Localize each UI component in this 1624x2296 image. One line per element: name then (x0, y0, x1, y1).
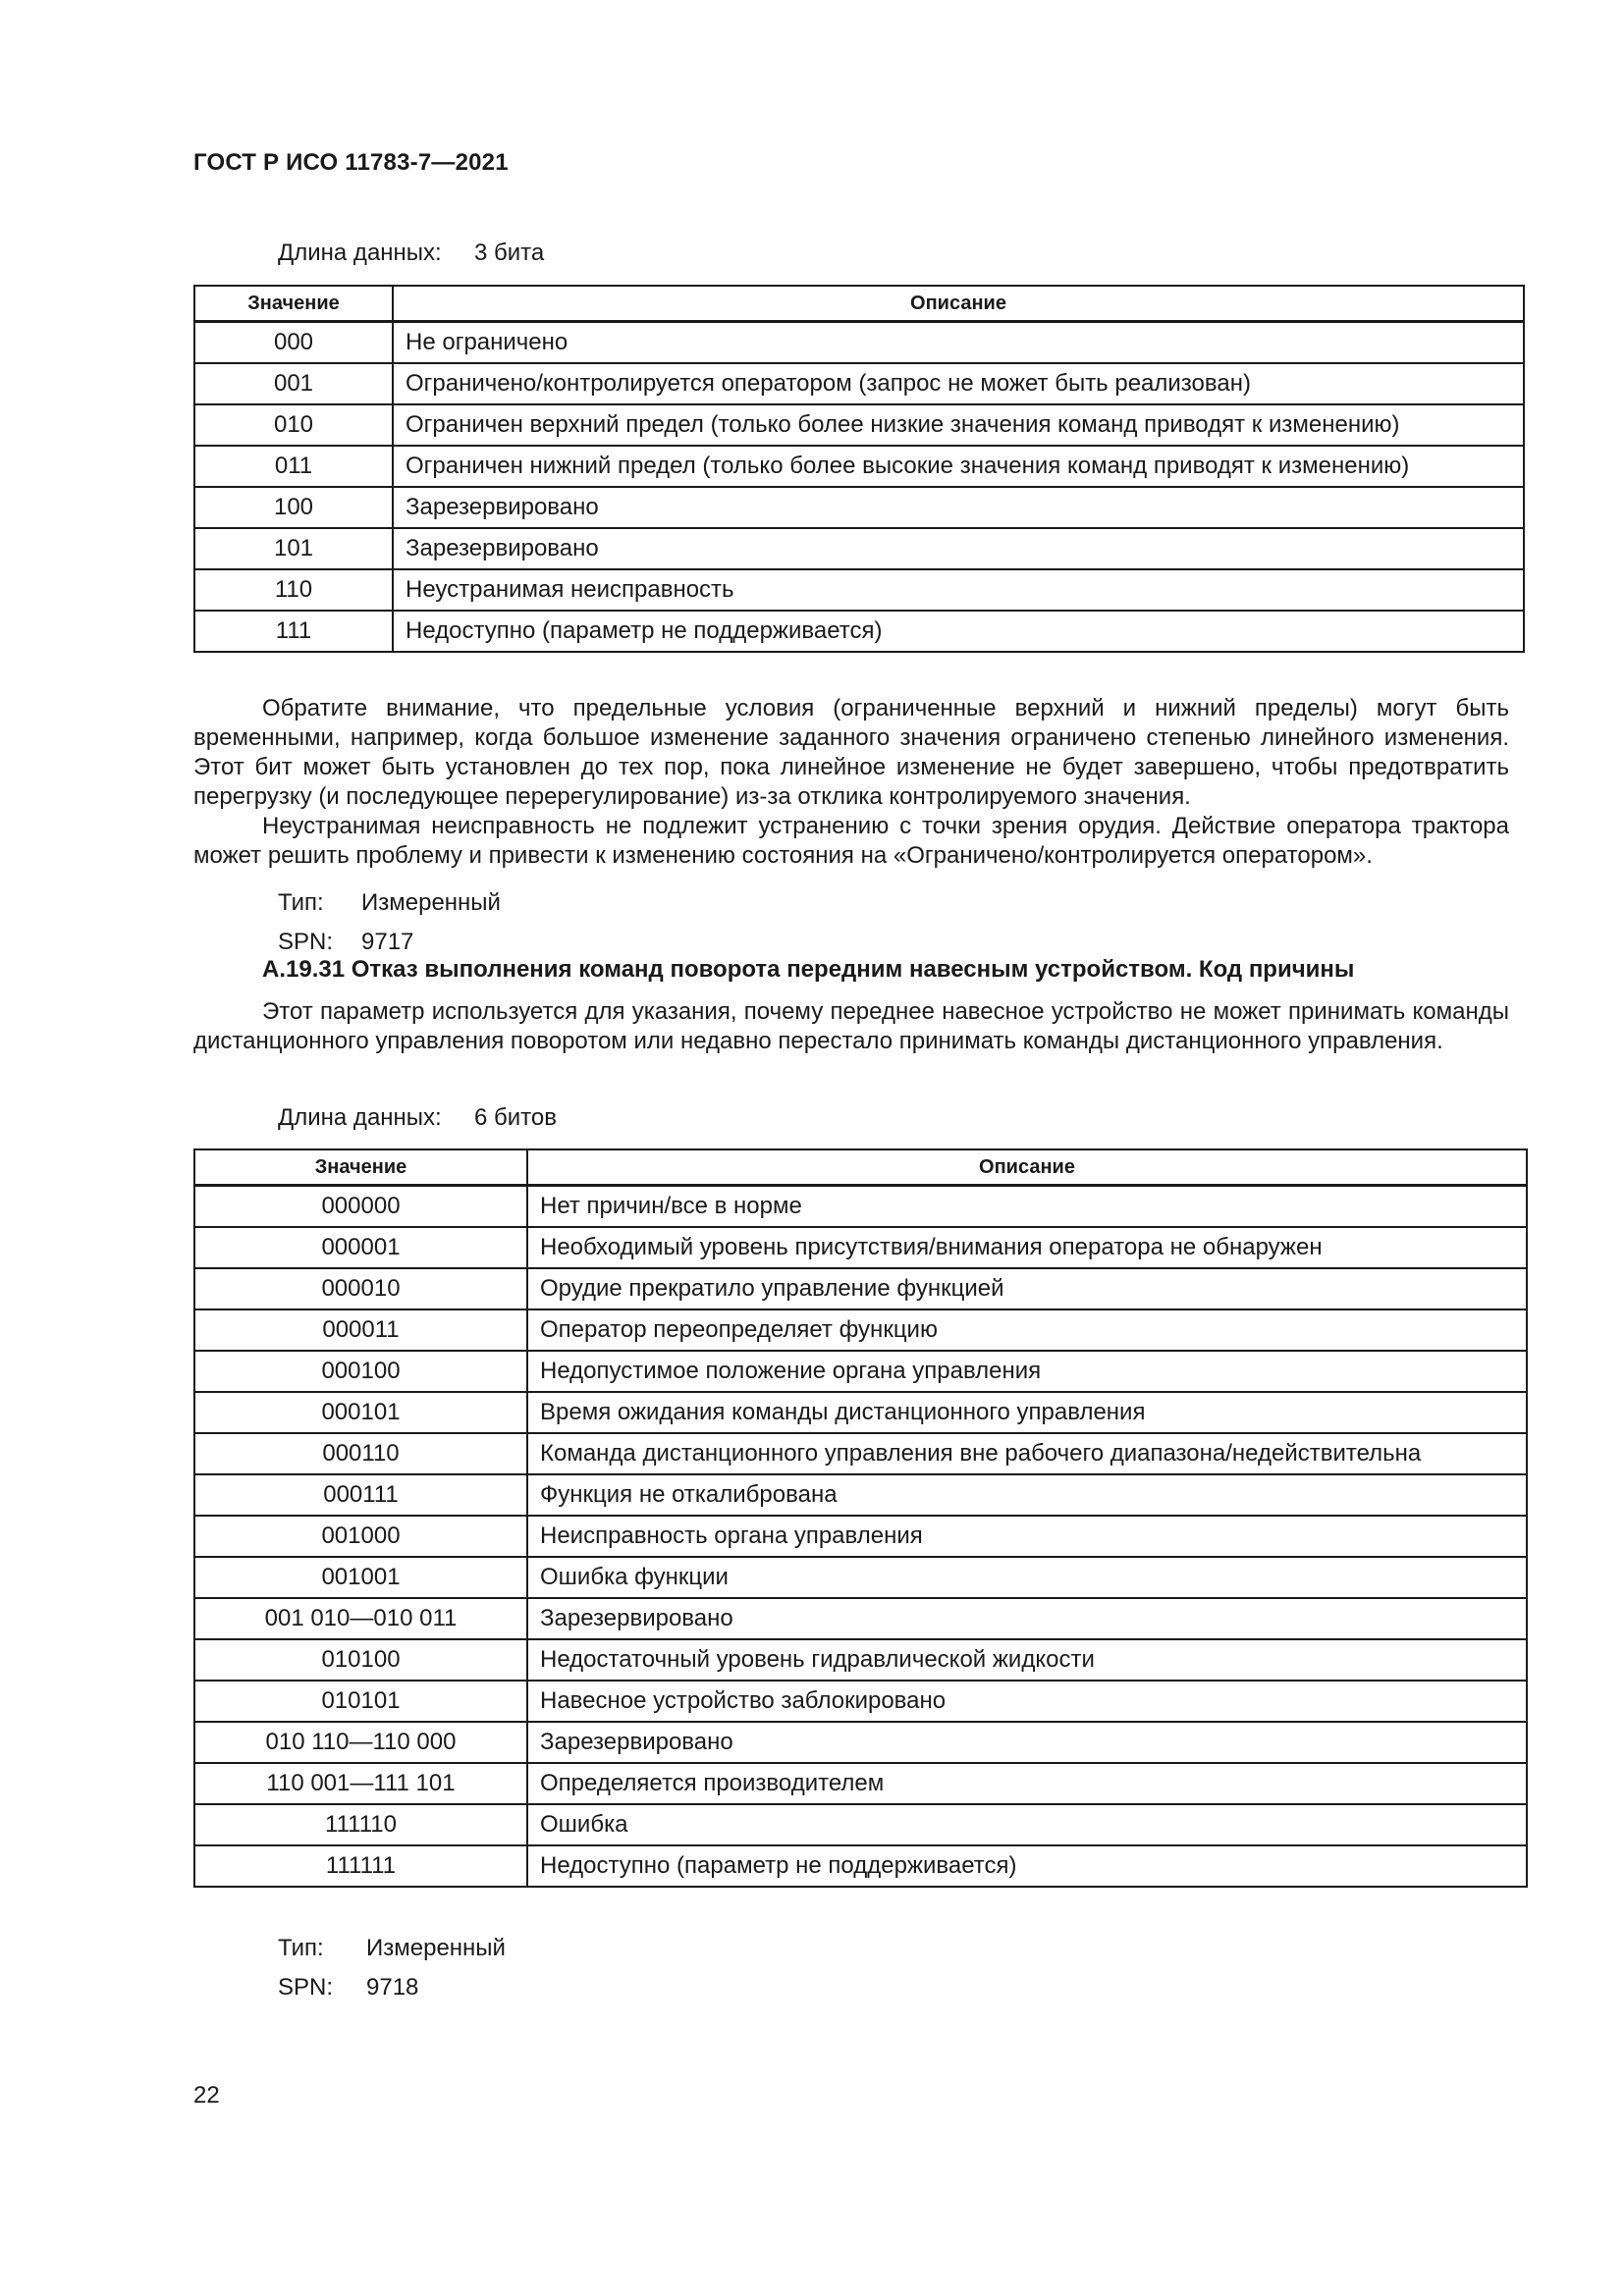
data-length-line (278, 240, 544, 267)
value-code-cell: 001001 (194, 1557, 527, 1598)
value-code-cell: 010 (194, 404, 393, 446)
column-header-description: Описание (527, 1149, 1527, 1186)
description-cell: Функция не откалибрована (527, 1474, 1527, 1516)
description-cell: Время ожидания команды дистанционного управления (527, 1392, 1527, 1433)
data-length-label: Длина данных: (278, 240, 442, 266)
description-cell: Не ограничено (393, 322, 1524, 364)
document-header: ГОСТ Р ИСО 11783-7—2021 (193, 149, 509, 176)
description-cell: Зарезервировано (393, 487, 1524, 528)
value-code-cell: 001 (194, 363, 393, 404)
spn-label: SPN: (278, 929, 334, 955)
table-row (194, 1474, 1527, 1516)
value-table-2 (193, 1148, 1528, 1888)
description-cell: Недостаточный уровень гидравлической жидкости (527, 1639, 1527, 1681)
description-cell: Недопустимое положение органа управления (527, 1351, 1527, 1392)
type-label: Тип: (278, 889, 324, 916)
value-code-cell: 000000 (194, 1186, 527, 1228)
value-code-cell: 000101 (194, 1392, 527, 1433)
table-body (194, 1186, 1527, 1888)
description-cell: Определяется производителем (527, 1763, 1527, 1804)
table-row (194, 611, 1524, 652)
description-cell: Зарезервировано (527, 1598, 1527, 1639)
table-row (194, 1804, 1527, 1845)
section-title: А.19.31 Отказ выполнения команд поворота передним навесным устройством. Код причины (262, 956, 1355, 983)
table-row (194, 1763, 1527, 1804)
spn-value: 9717 (361, 929, 414, 955)
description-cell: Навесное устройство заблокировано (527, 1681, 1527, 1722)
description-cell: Ограничен верхний предел (только более низкие значения команд приводят к изменению) (393, 404, 1524, 446)
value-code-cell: 001000 (194, 1516, 527, 1557)
table-row (194, 1516, 1527, 1557)
spn-value: 9718 (366, 1974, 419, 2001)
description-cell: Ограничен нижний предел (только более высокие значения команд приводят к изменению) (393, 446, 1524, 487)
column-header-value: Значение (194, 286, 393, 322)
type-value: Измеренный (361, 889, 501, 916)
table-row (194, 1639, 1527, 1681)
value-code-cell: 000111 (194, 1474, 527, 1516)
value-code-cell: 000110 (194, 1433, 527, 1474)
value-code-cell: 101 (194, 528, 393, 569)
table-row (194, 322, 1524, 364)
page-number: 22 (193, 2082, 220, 2109)
value-code-cell: 111 (194, 611, 393, 652)
value-code-cell: 000010 (194, 1268, 527, 1309)
section-intro-paragraph: Этот параметр используется для указания, почему переднее навесное устройство не может принимать команды дистанционного управления поворотом или недавно перестало принимать команды дистанционного управления. (193, 998, 1509, 1054)
value-table-1 (193, 285, 1525, 653)
value-code-cell: 100 (194, 487, 393, 528)
note-paragraph-1: Обратите внимание, что предельные условия (ограниченные верхний и нижний пределы) могут быть временными, например, когда большое изменение заданного значения ограничено степенью линейного изменения. Этот бит может быть установлен до тех пор, пока линейное изменение не будет завершено, чтобы предотвратить перегрузку (и последующее перерегулирование) из-за отклика контролируемого значения. (193, 695, 1509, 810)
value-code-cell: 111110 (194, 1804, 527, 1845)
value-code-cell: 011 (194, 446, 393, 487)
data-length-line (278, 1104, 557, 1132)
data-length-label: Длина данных: (278, 1104, 442, 1131)
table-header-row (194, 286, 1524, 322)
table-row (194, 1598, 1527, 1639)
type-value: Измеренный (366, 1935, 506, 1961)
column-header-value: Значение (194, 1149, 527, 1186)
spn-label: SPN: (278, 1974, 334, 2001)
description-cell: Команда дистанционного управления вне рабочего диапазона/недействительна (527, 1433, 1527, 1474)
table-row (194, 1433, 1527, 1474)
value-code-cell: 010 110—110 000 (194, 1722, 527, 1763)
data-length-value: 6 битов (474, 1104, 557, 1131)
value-code-cell: 110 001—111 101 (194, 1763, 527, 1804)
description-cell: Ограничено/контролируется оператором (запрос не может быть реализован) (393, 363, 1524, 404)
table-row (194, 363, 1524, 404)
table-row (194, 487, 1524, 528)
description-cell: Недоступно (параметр не поддерживается) (393, 611, 1524, 652)
table-row (194, 1845, 1527, 1887)
description-cell: Необходимый уровень присутствия/внимания оператора не обнаружен (527, 1227, 1527, 1268)
description-cell: Зарезервировано (393, 528, 1524, 569)
table-row (194, 1557, 1527, 1598)
table-header-row (194, 1149, 1527, 1186)
table-row (194, 1268, 1527, 1309)
table-row (194, 1722, 1527, 1763)
table-row (194, 1392, 1527, 1433)
value-code-cell: 000011 (194, 1309, 527, 1351)
type-line (278, 889, 501, 917)
data-length-value: 3 бита (474, 240, 545, 266)
table-row (194, 1681, 1527, 1722)
table-row (194, 528, 1524, 569)
description-cell: Недоступно (параметр не поддерживается) (527, 1845, 1527, 1887)
description-cell: Неустранимая неисправность (393, 569, 1524, 611)
spn-line (278, 929, 413, 956)
value-code-cell: 111111 (194, 1845, 527, 1887)
table-row (194, 404, 1524, 446)
table-row (194, 446, 1524, 487)
description-cell: Оператор переопределяет функцию (527, 1309, 1527, 1351)
description-cell: Орудие прекратило управление функцией (527, 1268, 1527, 1309)
table-row (194, 1351, 1527, 1392)
spn-line (278, 1974, 418, 2002)
table-row (194, 1309, 1527, 1351)
column-header-description: Описание (393, 286, 1524, 322)
description-cell: Неисправность органа управления (527, 1516, 1527, 1557)
value-code-cell: 110 (194, 569, 393, 611)
table-row (194, 1227, 1527, 1268)
value-code-cell: 010100 (194, 1639, 527, 1681)
value-code-cell: 000100 (194, 1351, 527, 1392)
description-cell: Зарезервировано (527, 1722, 1527, 1763)
value-code-cell: 010101 (194, 1681, 527, 1722)
table-body (194, 322, 1524, 653)
value-code-cell: 001 010—010 011 (194, 1598, 527, 1639)
table-row (194, 569, 1524, 611)
note-paragraph-2: Неустранимая неисправность не подлежит устранению с точки зрения орудия. Действие оператора трактора может решить проблему и привести к изменению состояния на «Ограничено/контролируется оператором». (193, 813, 1509, 869)
description-cell: Нет причин/все в норме (527, 1186, 1527, 1228)
type-label: Тип: (278, 1935, 324, 1961)
description-cell: Ошибка функции (527, 1557, 1527, 1598)
description-cell: Ошибка (527, 1804, 1527, 1845)
value-code-cell: 000001 (194, 1227, 527, 1268)
type-line (278, 1935, 506, 1962)
value-code-cell: 000 (194, 322, 393, 364)
table-row (194, 1186, 1527, 1228)
